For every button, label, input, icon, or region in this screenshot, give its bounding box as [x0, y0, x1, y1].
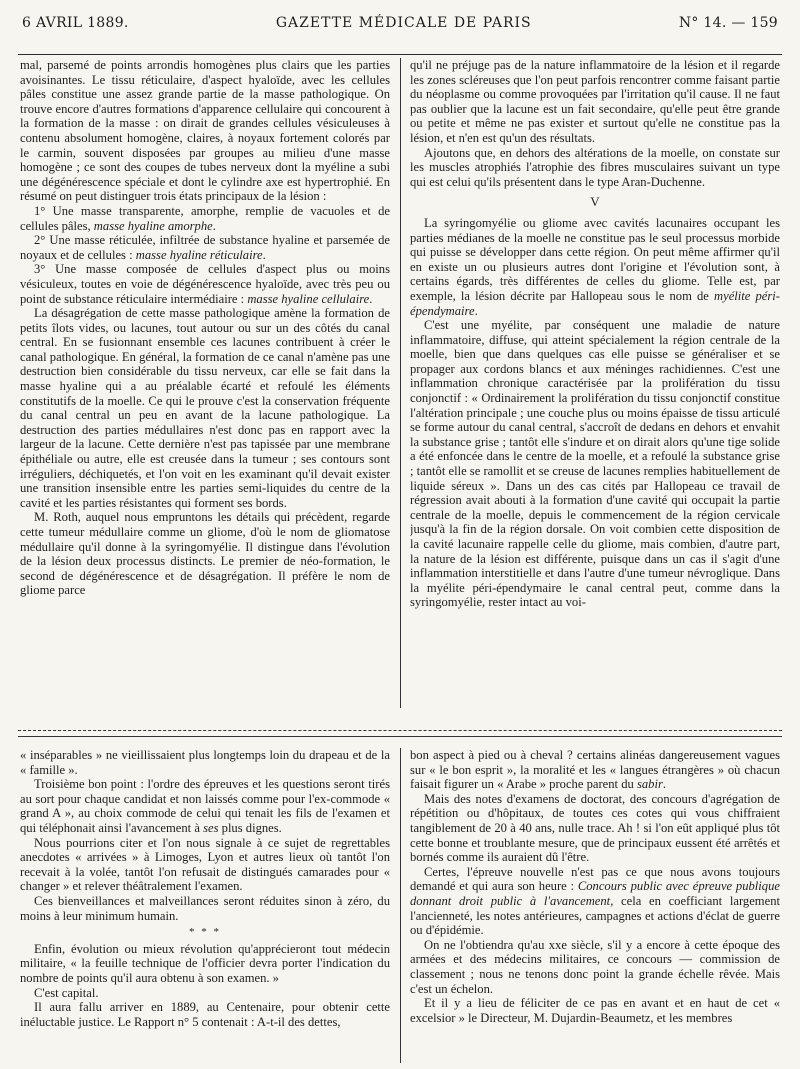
section-heading: V	[590, 194, 600, 210]
paragraph: La désagrégation de cette masse pathologique amène la formation de petits îlots vides, ou lacunes, tout autour ou sur un des côtés du canal central. En se fusionnant ensemble ces lacunes contribuent à créer le canal pathologique. En général, la formation de ce canal n'amène pas une destruction bien considérable du tissu nerveux, car elle se fait dans la masse hyaline qui a au préalable écarté et refoulé les éléments constitutifs de la moelle. Ce qui le prouve c'est la conservation fréquente du canal central un peu en avant de la lacune pathologique. La destruction des parties médullaires n'est donc pas en rapport avec la largeur de la lacune. Cette dernière n'est pas tapissée par une membrane épithéliale ou autre, elle est creusée dans la tumeur ; ses contours sont irréguliers, déchiquetés, et l'on voit en les examinant qu'il devait exister une transition insensible entre les parties semi-liquides du centre de la cavité et les parties résistantes qui forment ses bords.	[20, 306, 390, 510]
paragraph: mal, parsemé de points arrondis homogènes plus clairs que les parties avoisinantes. Le tissu réticulaire, d'aspect hyaloïde, avec les cellules pâles constitue une assez grande partie de la masse pathologique. On trouve encore d'autres formations d'apparence cellulaire qui concourent à la formation de la masse : on dirait de grandes cellules vésiculeuses à contenu absolument homogène, claires, à noyaux fortement colorés par le carmin, souvent disposées par groupes au milieu d'une masse homogène ; ce sont des coupes de tubes nerveux dont la myéline a subi une dégénérescence spéciale et dont le cylindre axe est hypertrophié. En résumé on peut distinguer trois états principaux de la lésion :	[20, 58, 390, 204]
page-header	[22, 10, 778, 36]
paragraph: La syringomyélie ou gliome avec cavités lacunaires occupant les parties médianes de la moelle ne constitue pas le seul processus morbide qui puisse se développer dans cette région. On peut même affirmer qu'il en existe un ou plusieurs autres dont l'origine et l'évolution sont, à certains égards, très différentes de celles du gliome. Telle est, par exemple, la lésion décrite par Hallopeau sous le nom de myélite péri-épendymaire.	[410, 215, 780, 318]
feuilleton-column-right	[410, 748, 780, 1066]
paragraph: qu'il ne préjuge pas de la nature inflammatoire de la lésion et il regarde les zones scléreuses que l'on peut parfois rencontrer comme faisant partie du néoplasme ou comme provoquées par l'irritation qu'il cause. Il ne faut pas oublier que la lacune est un fait secondaire, qu'elle peut être grande ou petite et même ne pas exister et surtout qu'elle ne constitue pas la lésion, et n'en est qu'un des résultats.	[410, 58, 780, 145]
paragraph: Et il y a lieu de féliciter de ce pas en avant et en haut de cet « excelsior » le Directeur, M. Dujardin-Beaumetz, et les membres	[410, 996, 780, 1025]
issue-date: 6 AVRIL 1889.	[22, 15, 129, 31]
paragraph: « inséparables » ne vieillissaient plus longtemps loin du drapeau et de la « famille ».	[20, 748, 390, 777]
column-divider-top	[400, 58, 401, 708]
paragraph: C'est une myélite, par conséquent une maladie de nature inflammatoire, diffuse, qui atteint spécialement la région centrale de la moelle, bien que dans quelques cas elle puisse se généraliser et se propager aux cordons blancs et aux méninges rachidiennes. C'est une inflammation chronique caractérisée par la prolifération du tissu conjonctif : « Ordinairement la prolifération du tissu conjonctif constitue l'altération principale ; une couche plus ou moins épaisse de tissu articulé se forme autour du canal central, s'accroît de dedans en dehors et envahit la substance grise ; tantôt elle s'indure et on dirait alors qu'une tige solide a été enfoncée dans le centre de la moelle, et a refoulé la substance grise ; tantôt elle se ramollit et se creuse de lacunes remplies habituellement de liquide séreux ». Dans un des cas cités par Hallopeau ce travail de régression avait abouti à la formation d'une cavité qui occupait la partie centrale de la moelle, depuis le commencement de la région cervicale jusqu'à la fin de la région dorsale. On voit combien cette disposition de la cavité lacunaire rappelle celle du gliome, mais combien, d'autre part, la nature de la lésion est différente, puisque dans un cas il s'agit d'une inflammation interstitielle et dans l'autre d'une tumeur névroglique. Dans la myélite péri-épendymaire le canal central peut, comme dans la syringomyélie, rester intact au voi-	[410, 318, 780, 610]
paragraph: Il aura fallu arriver en 1889, au Centenaire, pour obtenir cette inéluctable justice. Le Rapport n° 5 contenait : A-t-il des dettes,	[20, 1000, 390, 1029]
paragraph: On ne l'obtiendra qu'au xxe siècle, s'il y a encore à cette époque des armées et des médecins militaires, ce concours — commission de classement ; nous ne tenons donc point la grande échelle rêvée. Mais c'est un échelon.	[410, 937, 780, 996]
paragraph: Nous pourrions citer et l'on nous signale à ce sujet de regrettables anecdotes « arrivées » à Limoges, Lyon et autres lieux où tantôt l'on recevait à la volée, tantôt l'on refusait de distingués camarades pour « changer » et relever théâtralement l'examen.	[20, 835, 390, 894]
header-rule	[18, 54, 782, 55]
paragraph: Enfin, évolution ou mieux révolution qu'apprécieront tout médecin militaire, « la feuille technique de l'officier devra porter l'indication du nombre de points qu'il aura obtenu à son examen. »	[20, 941, 390, 985]
list-item: 1° Une masse transparente, amorphe, remplie de vacuoles et de cellules pâles, masse hyaline amorphe.	[20, 203, 390, 233]
list-item: 2° Une masse réticulée, infiltrée de substance hyaline et parsemée de noyaux et de cellules : masse hyaline réticulaire.	[20, 233, 390, 262]
paragraph: Ajoutons que, en dehors des altérations de la moelle, on constate sur les muscles atrophiés l'atrophie des fibres musculaires suivant un type qui est celui qu'ils présentent dans le type Aran-Duchenne.	[410, 145, 780, 189]
paragraph: Mais des notes d'examens de doctorat, des concours d'agrégation de répétition ou d'hôpitaux, de toutes ces cotes qui vous chiffraient tangiblement de 20 à 40 ans, nulle trace. Ah ! si l'on eût appliqué plus tôt cette bonne et troublante mesure, que de principaux eussent été arrêtés et bornés comme ils auraient dû l'être.	[410, 791, 780, 865]
feuilleton-column-left	[20, 748, 390, 1066]
paragraph: bon aspect à pied ou à cheval ? certains alinéas dangereusement vagues sur « le bon esprit », la moralité et les « langues étrangères » où chacun faisait figurer un « Arabe » proche parent du sabir.	[410, 748, 780, 792]
column-divider-bottom	[400, 748, 401, 1063]
journal-title: GAZETTE MÉDICALE DE PARIS	[275, 15, 532, 31]
section-separator	[18, 730, 782, 731]
paragraph: Troisième bon point : l'ordre des épreuves et les questions seront tirés au sort pour chaque candidat et non laissés comme pour l'ex-commode « grand A », au choix commode de celui qui tenait les fils de l'examen et qui téléphonait ainsi l'avancement à ses plus dignes.	[20, 777, 390, 835]
paragraph: Certes, l'épreuve nouvelle n'est pas ce que nous avons toujours demandé et qui aura son heure : Concours public avec épreuve publique donnant droit public à l'avancement, cela en coefficiant largement l'ancienneté, les notes antérieures, campagnes et actions d'éclat de guerre ou d'épidémie.	[410, 864, 780, 938]
article-column-left	[20, 58, 390, 730]
article-column-right	[410, 58, 780, 730]
paragraph: Ces bienveillances et malveillances seront réduites sinon à zéro, du moins à leur minimum humain.	[20, 893, 390, 923]
paragraph: M. Roth, auquel nous empruntons les détails qui précèdent, regarde cette tumeur médullaire comme un gliome, d'où le nom de gliomatose médullaire qu'il donne à la syringomyélie. Il distingue dans l'évolution de la lésion deux processus distincts. Le premier de néo-formation, le second de dégénérescence et de désagrégation. Il préfère le nom de gliome parce	[20, 510, 390, 598]
section-separator-line	[18, 736, 782, 737]
page-number: N° 14. — 159	[678, 15, 778, 31]
paragraph: C'est capital.	[34, 985, 99, 1000]
list-item: 3° Une masse composée de cellules d'aspect plus ou moins vésiculeux, toutes en voie de dégénérescence hyaloïde, avec très peu ou point de substance réticulaire intermédiaire : masse hyaline cellulaire.	[20, 262, 390, 306]
asterism: * * *	[189, 926, 221, 939]
